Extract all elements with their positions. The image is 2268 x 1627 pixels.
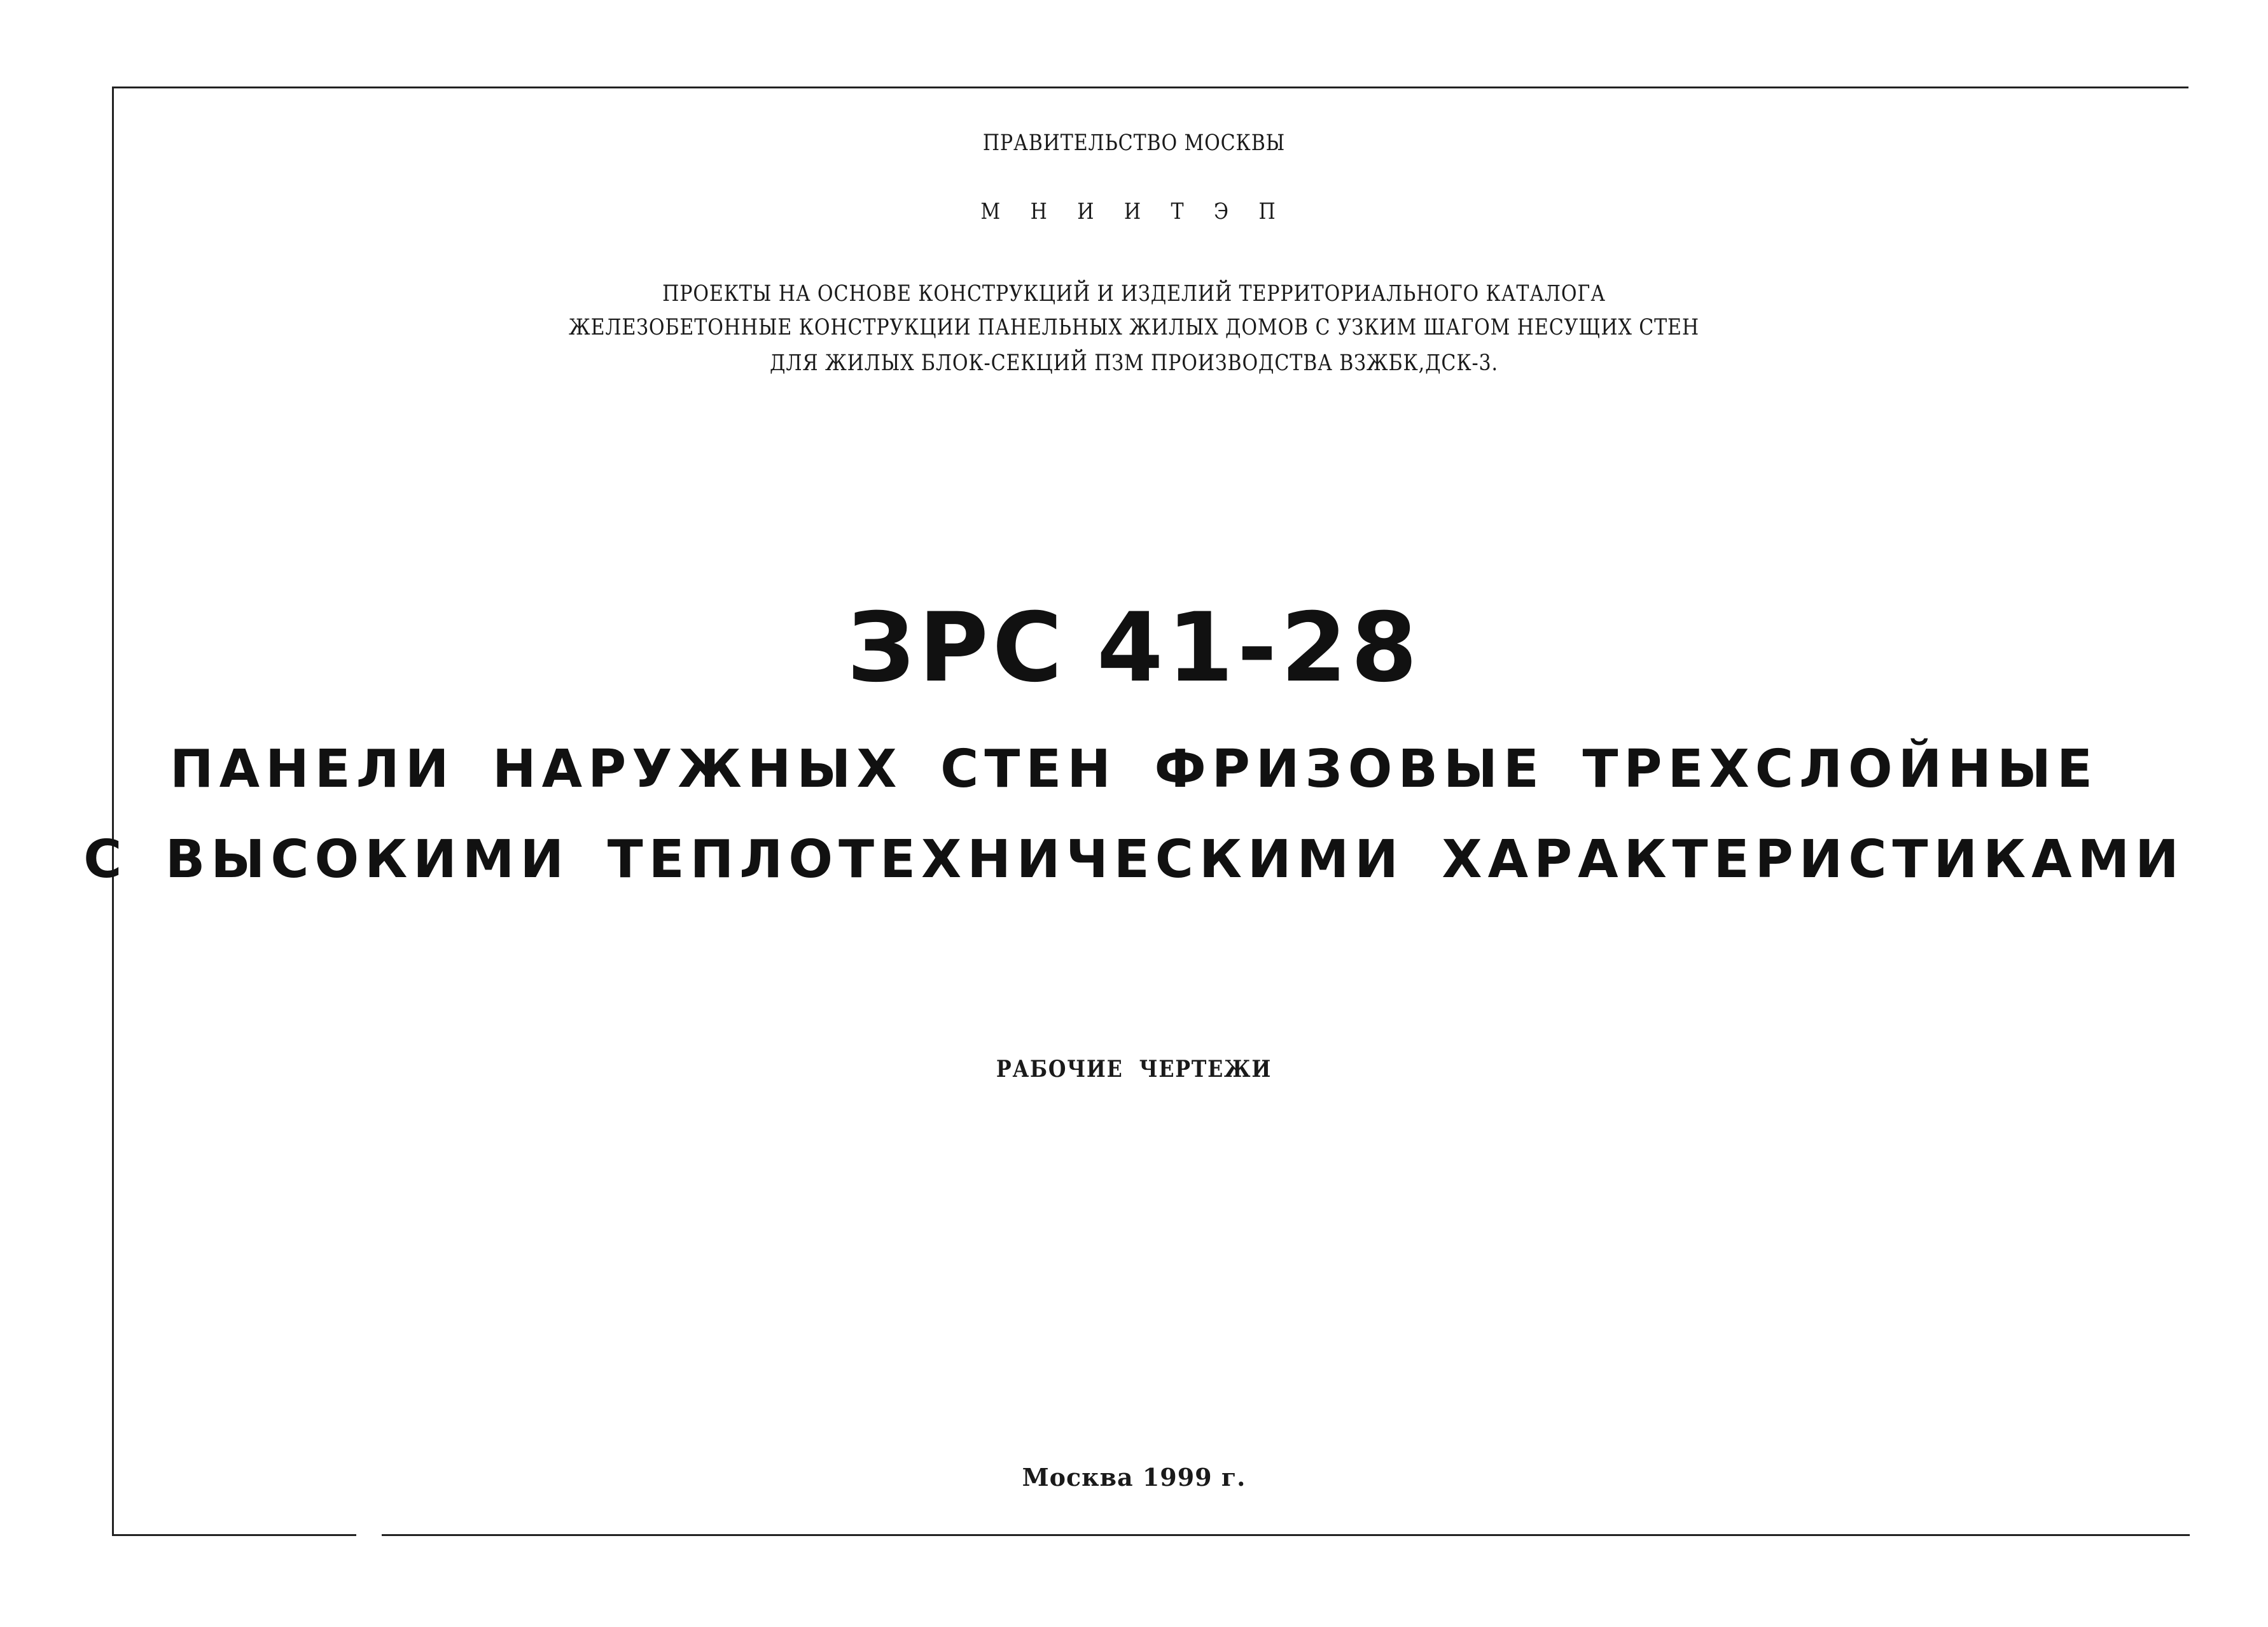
frame-bottom-border: [112, 1534, 2190, 1536]
institute-name: М Н И И Т Э П: [980, 199, 1288, 225]
description-line-2: ЖЕЛЕЗОБЕТОННЫЕ КОНСТРУКЦИИ ПАНЕЛЬНЫХ ЖИЛЫХ ДОМОВ С УЗКИМ ШАГОМ НЕСУЩИХ СТЕН: [568, 315, 1700, 340]
description-line-1: ПРОЕКТЫ НА ОСНОВЕ КОНСТРУКЦИЙ И ИЗДЕЛИЙ ТЕРРИТОРИАЛЬНОГО КАТАЛОГА: [662, 281, 1606, 307]
frame-top-border: [113, 87, 2188, 88]
government-title: ПРАВИТЕЛЬСТВО МОСКВЫ: [982, 130, 1286, 156]
document-title-line-2: С ВЫСОКИМИ ТЕПЛОТЕХНИЧЕСКИМИ ХАРАКТЕРИСТИКАМИ: [83, 829, 2185, 890]
frame-bottom-gap: [356, 1532, 382, 1538]
document-subtitle: РАБОЧИЕ ЧЕРТЕЖИ: [996, 1056, 1272, 1083]
document-title-line-1: ПАНЕЛИ НАРУЖНЫХ СТЕН ФРИЗОВЫЕ ТРЕХСЛОЙНЫЕ: [170, 739, 2098, 800]
description-line-3: ДЛЯ ЖИЛЫХ БЛОК-СЕКЦИЙ ПЗМ ПРОИЗВОДСТВА ВЗЖБК,ДСК-3.: [770, 350, 1498, 376]
document-code: ЗРС 41-28: [847, 593, 1421, 703]
frame-left-border: [112, 87, 114, 1536]
place-and-year: Москва 1999 г.: [1022, 1463, 1246, 1492]
